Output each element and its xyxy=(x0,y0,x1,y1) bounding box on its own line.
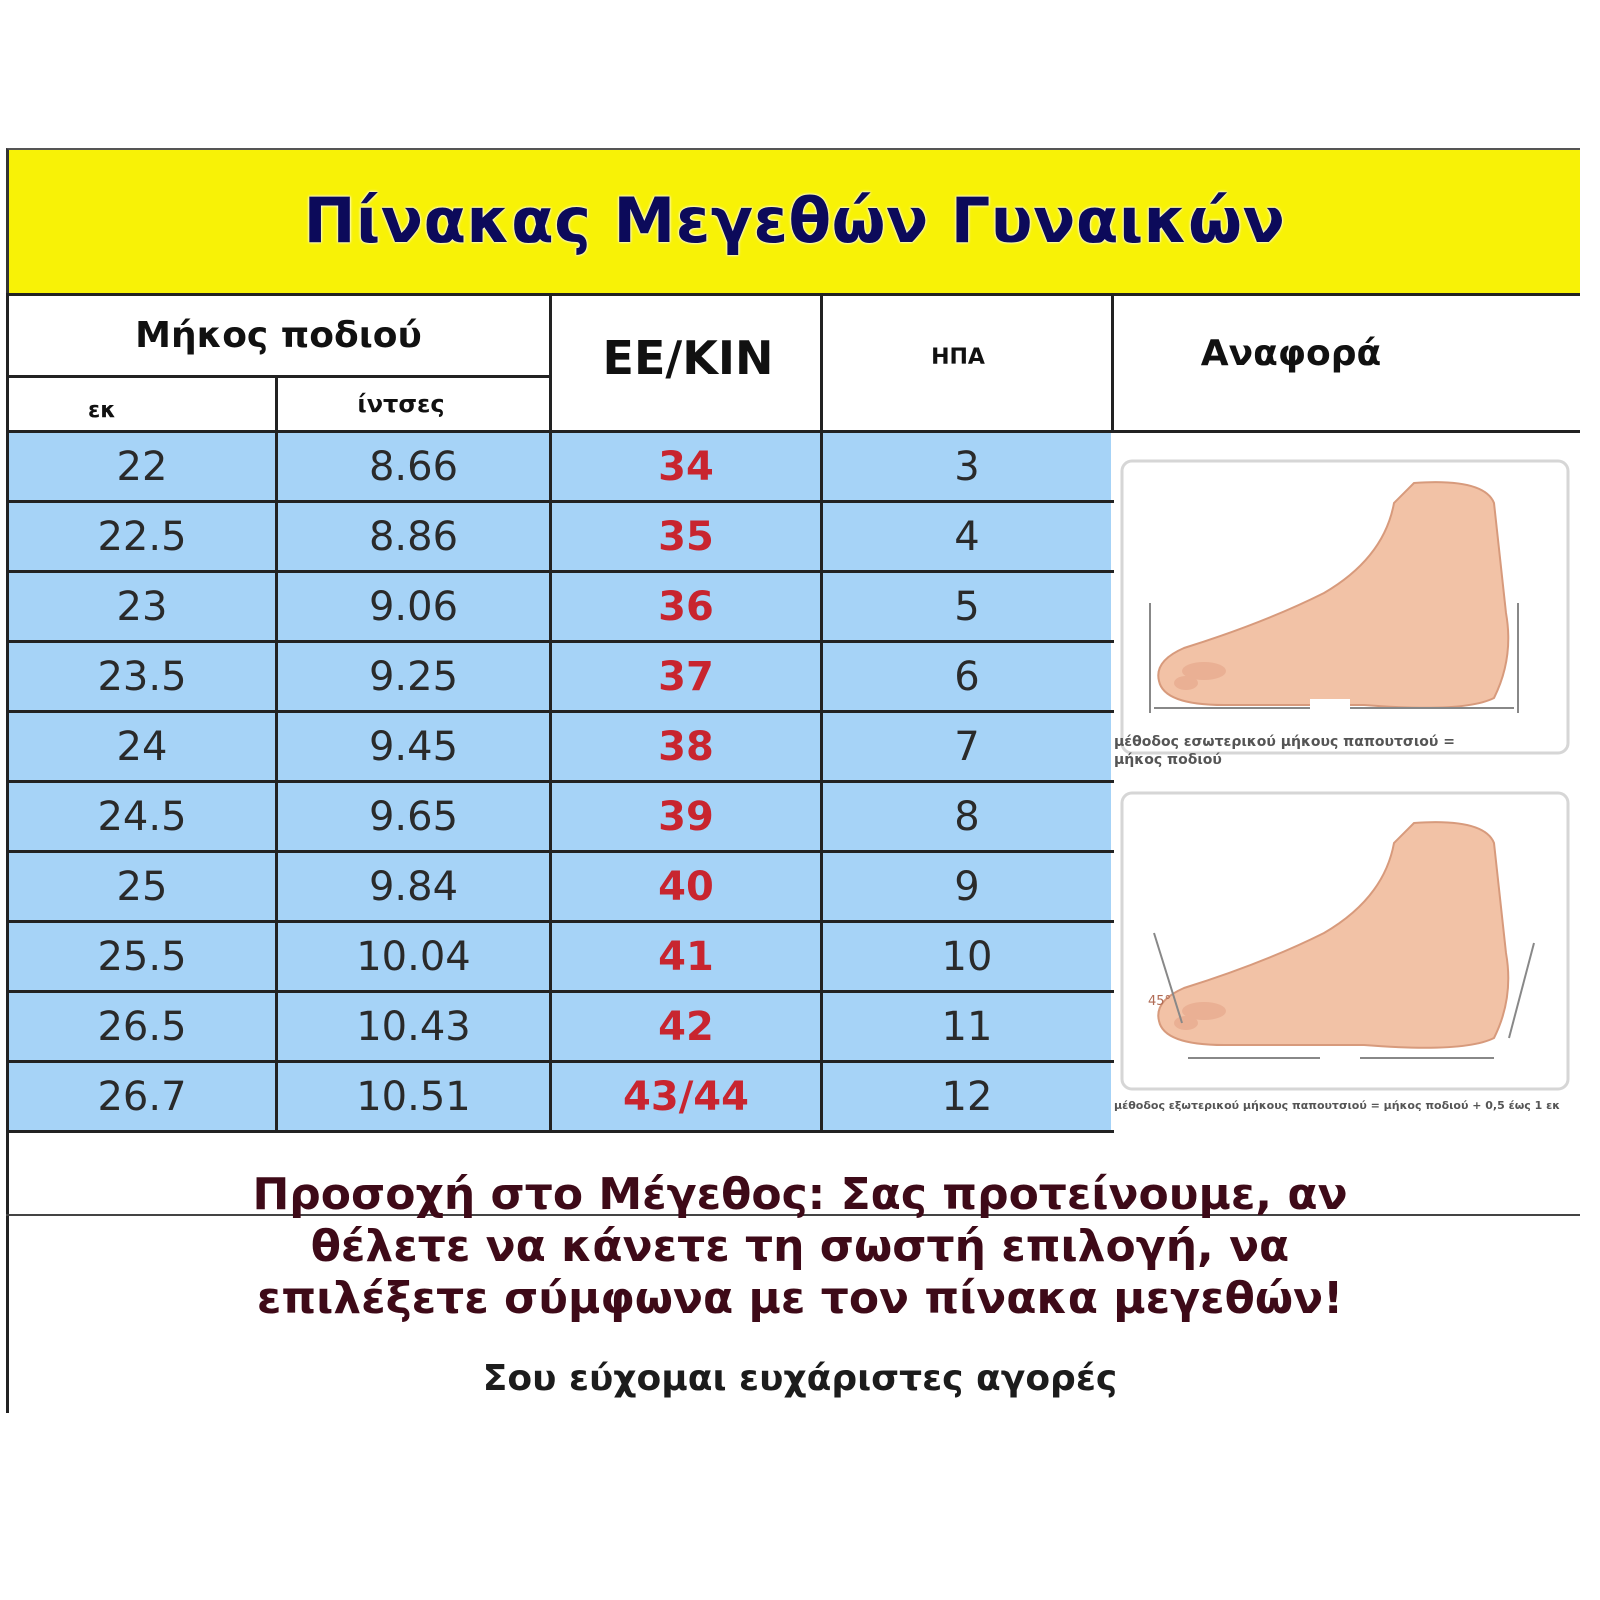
cell-us: 12 xyxy=(823,1063,1111,1131)
cell-inches: 10.51 xyxy=(278,1063,549,1131)
divider xyxy=(6,1130,1114,1133)
notice-line-3: επιλέξετε σύμφωνα με τον πίνακα μεγεθών! xyxy=(256,1273,1344,1324)
table-row xyxy=(6,783,1114,853)
notice-line-2: θέλετε να κάνετε τη σωστή επιλογή, να xyxy=(310,1221,1290,1272)
thanks-message: Σου εύχομαι ευχάριστες αγορές xyxy=(482,1358,1118,1399)
cell-eu: 40 xyxy=(552,853,820,921)
cell-cm: 24.5 xyxy=(9,783,275,851)
cell-inches: 10.04 xyxy=(278,923,549,991)
table-row xyxy=(6,923,1114,993)
notice-line-1: Προσοχή στο Μέγεθος: Σας προτείνουμε, αν xyxy=(252,1169,1348,1220)
cell-eu: 37 xyxy=(552,643,820,711)
cell-cm: 22.5 xyxy=(9,503,275,571)
cell-eu: 35 xyxy=(552,503,820,571)
table-row xyxy=(6,713,1114,783)
cell-us: 6 xyxy=(823,643,1111,711)
size-chart-table xyxy=(6,293,1580,1133)
table-row xyxy=(6,433,1114,503)
header-cm: εκ xyxy=(88,398,116,423)
cell-us: 4 xyxy=(823,503,1111,571)
size-notice xyxy=(0,1169,1600,1325)
cell-eu: 43/44 xyxy=(552,1063,820,1131)
cell-us: 10 xyxy=(823,923,1111,991)
divider xyxy=(820,293,823,1133)
header-eu-cn: ΕΕ/ΚΙΝ xyxy=(602,331,774,385)
cell-eu: 34 xyxy=(552,433,820,501)
cell-cm: 25.5 xyxy=(9,923,275,991)
cell-cm: 25 xyxy=(9,853,275,921)
cell-us: 9 xyxy=(823,853,1111,921)
cell-inches: 9.84 xyxy=(278,853,549,921)
cell-us: 8 xyxy=(823,783,1111,851)
cell-inches: 8.66 xyxy=(278,433,549,501)
page-title: Πίνακας Μεγεθών Γυναικών xyxy=(303,184,1286,257)
cell-cm: 24 xyxy=(9,713,275,781)
divider xyxy=(6,293,9,1133)
header-us: ΗΠΑ xyxy=(931,345,985,370)
cell-eu: 42 xyxy=(552,993,820,1061)
divider xyxy=(6,430,1580,433)
cell-inches: 9.25 xyxy=(278,643,549,711)
foot-outer-length-illustration xyxy=(1114,783,1574,1103)
caption-inner-length: μέθοδος εσωτερικού μήκους παπουτσιού = μήκος ποδιού xyxy=(1114,734,1455,768)
angle-label: 45° xyxy=(1148,994,1172,1009)
table-row xyxy=(6,1063,1114,1133)
header-inches: ίντσες xyxy=(357,390,445,418)
title-banner xyxy=(6,148,1580,293)
table-row xyxy=(6,643,1114,713)
cell-us: 7 xyxy=(823,713,1111,781)
header-reference: Αναφορά xyxy=(1200,333,1382,374)
divider xyxy=(1111,293,1114,433)
divider xyxy=(6,375,551,378)
foot-inner-length-illustration xyxy=(1114,443,1574,773)
caption-outer-length: μέθοδος εξωτερικού μήκους παπουτσιού = μήκος ποδιού + 0,5 έως 1 εκ xyxy=(1114,1099,1561,1112)
cell-cm: 22 xyxy=(9,433,275,501)
cell-cm: 26.7 xyxy=(9,1063,275,1131)
cell-inches: 9.45 xyxy=(278,713,549,781)
cell-eu: 41 xyxy=(552,923,820,991)
cell-inches: 8.86 xyxy=(278,503,549,571)
divider xyxy=(6,293,1580,296)
cell-cm: 23.5 xyxy=(9,643,275,711)
cell-inches: 10.43 xyxy=(278,993,549,1061)
cell-eu: 36 xyxy=(552,573,820,641)
cell-eu: 39 xyxy=(552,783,820,851)
table-row xyxy=(6,503,1114,573)
cell-us: 3 xyxy=(823,433,1111,501)
table-row xyxy=(6,573,1114,643)
divider xyxy=(275,375,278,1133)
cell-us: 5 xyxy=(823,573,1111,641)
cell-us: 11 xyxy=(823,993,1111,1061)
divider xyxy=(549,293,552,1133)
table-row xyxy=(6,853,1114,923)
reference-panel xyxy=(1114,433,1580,1133)
header-foot-length: Μήκος ποδιού xyxy=(135,315,422,356)
table-row xyxy=(6,993,1114,1063)
cell-inches: 9.65 xyxy=(278,783,549,851)
cell-cm: 23 xyxy=(9,573,275,641)
cell-cm: 26.5 xyxy=(9,993,275,1061)
cell-inches: 9.06 xyxy=(278,573,549,641)
cell-eu: 38 xyxy=(552,713,820,781)
